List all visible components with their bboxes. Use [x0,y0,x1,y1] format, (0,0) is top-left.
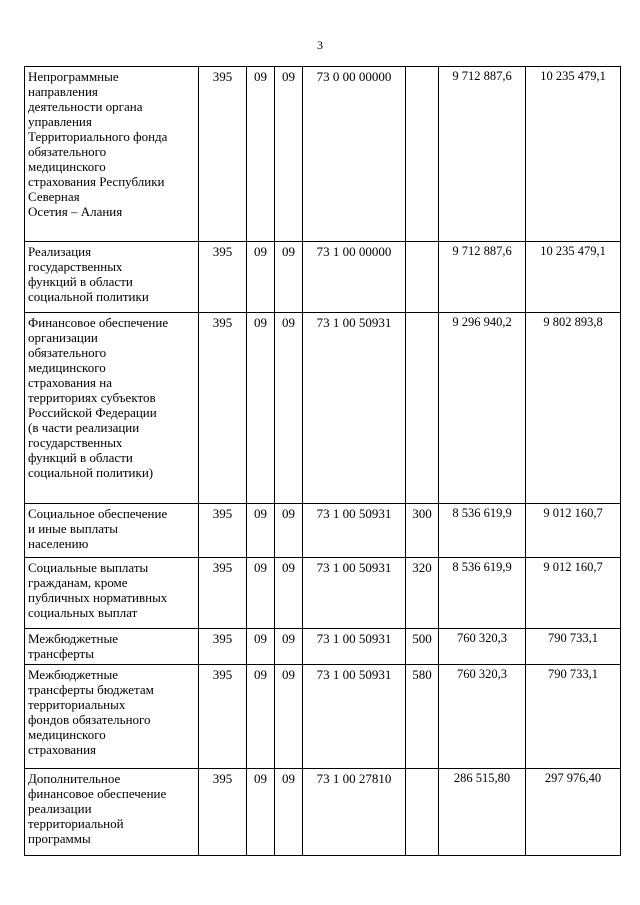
expense-type-code: 320 [406,558,439,629]
table-row [25,629,621,665]
subsection-code: 09 [275,313,303,504]
section-code: 09 [247,504,275,558]
amount-year-1: 286 515,80 [439,769,526,856]
amount-year-1: 8 536 619,9 [439,504,526,558]
target-article-code: 73 1 00 27810 [303,769,406,856]
amount-year-2: 10 235 479,1 [526,242,621,313]
table-row [25,665,621,769]
target-article-code: 73 1 00 50931 [303,629,406,665]
amount-year-2: 10 235 479,1 [526,67,621,242]
amount-year-1: 8 536 619,9 [439,558,526,629]
subsection-code: 09 [275,67,303,242]
amount-year-2: 297 976,40 [526,769,621,856]
row-name: Дополнительное финансовое обеспечение реализации территориальной программы [25,769,199,856]
row-name: Межбюджетные трансферты [25,629,199,665]
ministry-code: 395 [199,629,247,665]
subsection-code: 09 [275,242,303,313]
amount-year-1: 760 320,3 [439,629,526,665]
table-row [25,769,621,856]
ministry-code: 395 [199,769,247,856]
row-name: Социальное обеспечение и иные выплаты населению [25,504,199,558]
table-row [25,558,621,629]
amount-year-1: 9 296 940,2 [439,313,526,504]
subsection-code: 09 [275,629,303,665]
row-name: Межбюджетные трансферты бюджетам территориальных фондов обязательного медицинского страхования [25,665,199,769]
ministry-code: 395 [199,313,247,504]
expense-type-code [406,242,439,313]
row-name: Социальные выплаты гражданам, кроме публичных нормативных социальных выплат [25,558,199,629]
amount-year-2: 9 012 160,7 [526,504,621,558]
section-code: 09 [247,67,275,242]
table-row [25,313,621,504]
section-code: 09 [247,769,275,856]
ministry-code: 395 [199,504,247,558]
table-row [25,504,621,558]
ministry-code: 395 [199,242,247,313]
page-number: 3 [317,38,323,52]
target-article-code: 73 1 00 50931 [303,504,406,558]
target-article-code: 73 1 00 50931 [303,665,406,769]
expense-type-code [406,769,439,856]
amount-year-2: 790 733,1 [526,665,621,769]
target-article-code: 73 1 00 00000 [303,242,406,313]
target-article-code: 73 0 00 00000 [303,67,406,242]
section-code: 09 [247,313,275,504]
subsection-code: 09 [275,769,303,856]
target-article-code: 73 1 00 50931 [303,558,406,629]
amount-year-2: 9 012 160,7 [526,558,621,629]
section-code: 09 [247,242,275,313]
expense-type-code [406,313,439,504]
row-name: Непрограммные направления деятельности органа управления Территориального фонда обязательного медицинского страхования Республики Северная Осетия – Алания [25,67,199,242]
target-article-code: 73 1 00 50931 [303,313,406,504]
section-code: 09 [247,665,275,769]
amount-year-1: 760 320,3 [439,665,526,769]
expense-type-code: 580 [406,665,439,769]
subsection-code: 09 [275,558,303,629]
subsection-code: 09 [275,504,303,558]
row-name: Финансовое обеспечение организации обязательного медицинского страхования на территориях субъектов Российской Федерации (в части реализации государственных функций в области социальной политики) [25,313,199,504]
section-code: 09 [247,629,275,665]
budget-table [24,66,621,856]
amount-year-2: 9 802 893,8 [526,313,621,504]
amount-year-1: 9 712 887,6 [439,242,526,313]
expense-type-code: 300 [406,504,439,558]
ministry-code: 395 [199,558,247,629]
ministry-code: 395 [199,665,247,769]
amount-year-1: 9 712 887,6 [439,67,526,242]
expense-type-code [406,67,439,242]
subsection-code: 09 [275,665,303,769]
expense-type-code: 500 [406,629,439,665]
table-row [25,242,621,313]
amount-year-2: 790 733,1 [526,629,621,665]
row-name: Реализация государственных функций в области социальной политики [25,242,199,313]
section-code: 09 [247,558,275,629]
ministry-code: 395 [199,67,247,242]
table-row [25,67,621,242]
